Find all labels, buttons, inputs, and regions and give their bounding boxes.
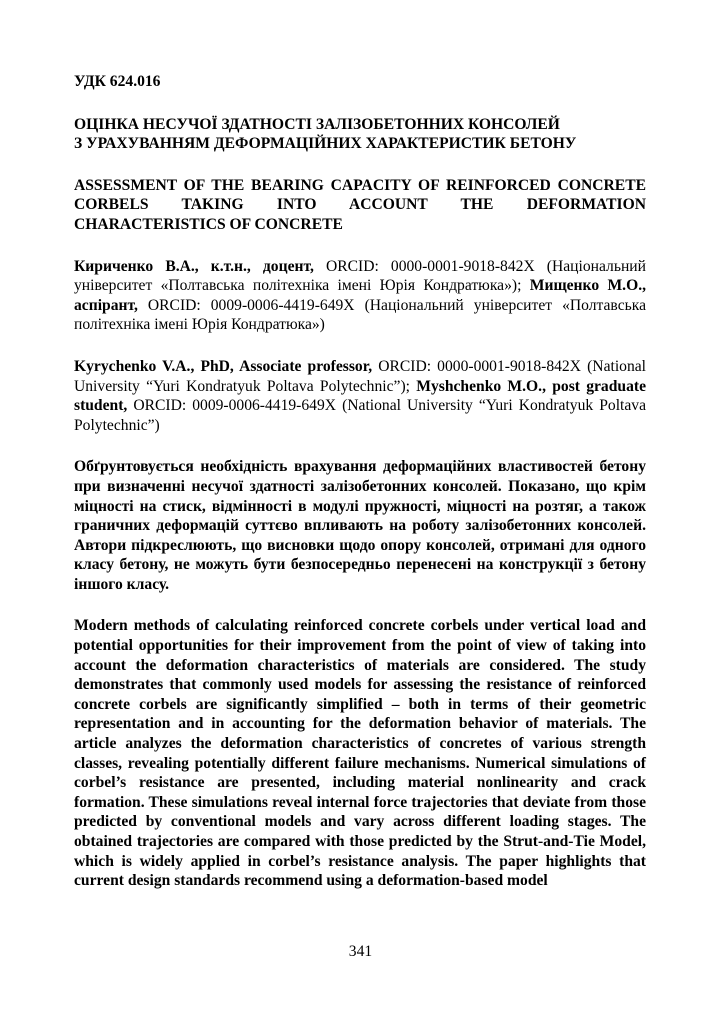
title-uk-line-1: ОЦІНКА НЕСУЧОЇ ЗДАТНОСТІ ЗАЛІЗОБЕТОННИХ КОНСОЛЕЙ (74, 115, 560, 133)
page-number: 341 (348, 943, 373, 960)
author-2-affiliation-uk: (Національний університет «Полтавська політехніка імені Юрія Кондратюка») (74, 296, 646, 334)
author-1-orcid-en: ORCID: 0000-0001-9018-842X (378, 357, 581, 375)
authors-ukrainian (74, 257, 646, 335)
udk-code: УДК 624.016 (74, 73, 161, 90)
author-2-name-en: Myshchenko M.O., post graduate student, (74, 377, 646, 415)
author-1-name-uk: Кириченко В.А., к.т.н., доцент, (74, 257, 314, 275)
article-page (74, 72, 646, 891)
author-2-orcid-uk: ORCID: 0009-0006-4419-649X (147, 296, 355, 314)
author-1-orcid-uk: ORCID: 0000-0001-9018-842X (325, 257, 535, 275)
title-ukrainian (74, 115, 646, 154)
author-2-orcid-en: ORCID: 0009-0006-4419-649X (133, 397, 337, 415)
author-1-affiliation-uk: (Національний університет «Полтавська політехніка імені Юрія Кондратюка»); (74, 257, 646, 295)
abstract-ukrainian: Обґрунтовується необхідність врахування деформаційних властивостей бетону при визначенні несучої здатності залізобетонних консолей. Показано, що крім міцності на стиск, відмінності в модулі пружності, міцності на розтяг, а також граничних деформацій суттєво впливають на роботу залізобетонних консолей. Автори підкреслюють, що висновки щодо опору консолей, отримані для одного класу бетону, не можуть бути безпосередньо перенесені на конструкції з бетону іншого класу. (74, 458, 646, 593)
author-1-name-en: Kyrychenko V.A., PhD, Associate professor, (74, 357, 373, 375)
author-1-affiliation-en: (National University “Yuri Kondratyuk Poltava Polytechnic”); (74, 357, 646, 395)
authors-english (74, 357, 646, 435)
author-2-name-uk: Мищенко М.О., аспірант, (74, 277, 646, 314)
author-2-affiliation-en: (National University “Yuri Kondratyuk Poltava Polytechnic”) (74, 397, 646, 434)
title-uk-line-2: З УРАХУВАННЯМ ДЕФОРМАЦІЙНИХ ХАРАКТЕРИСТИК БЕТОНУ (74, 135, 577, 153)
abstract-english: Modern methods of calculating reinforced concrete corbels under vertical load and potential opportunities for their improvement from the point of view of taking into account the deformation characteristics of materials are considered. The study demonstrates that commonly used models for assessing the resistance of reinforced concrete corbels are significantly simplified – both in terms of their geometric representation and in accounting for the deformation behavior of materials. The article analyzes the deformation characteristics of concretes of various strength classes, revealing potentially different failure mechanisms. Numerical simulations of corbel’s resistance are presented, including material nonlinearity and crack formation. These simulations reveal internal force trajectories that deviate from those predicted by conventional models and vary across different loading stages. The obtained trajectories are compared with those predicted by the Strut-and-Tie Model, which is widely applied in corbel’s resistance analysis. The paper highlights that current design standards recommend using a deformation-based model (74, 617, 646, 890)
title-english: ASSESSMENT OF THE BEARING CAPACITY OF REINFORCED CONCRETE CORBELS TAKING INTO ACCOUNT THE DEFORMATION CHARACTERISTICS OF CONCRETE (74, 176, 646, 233)
